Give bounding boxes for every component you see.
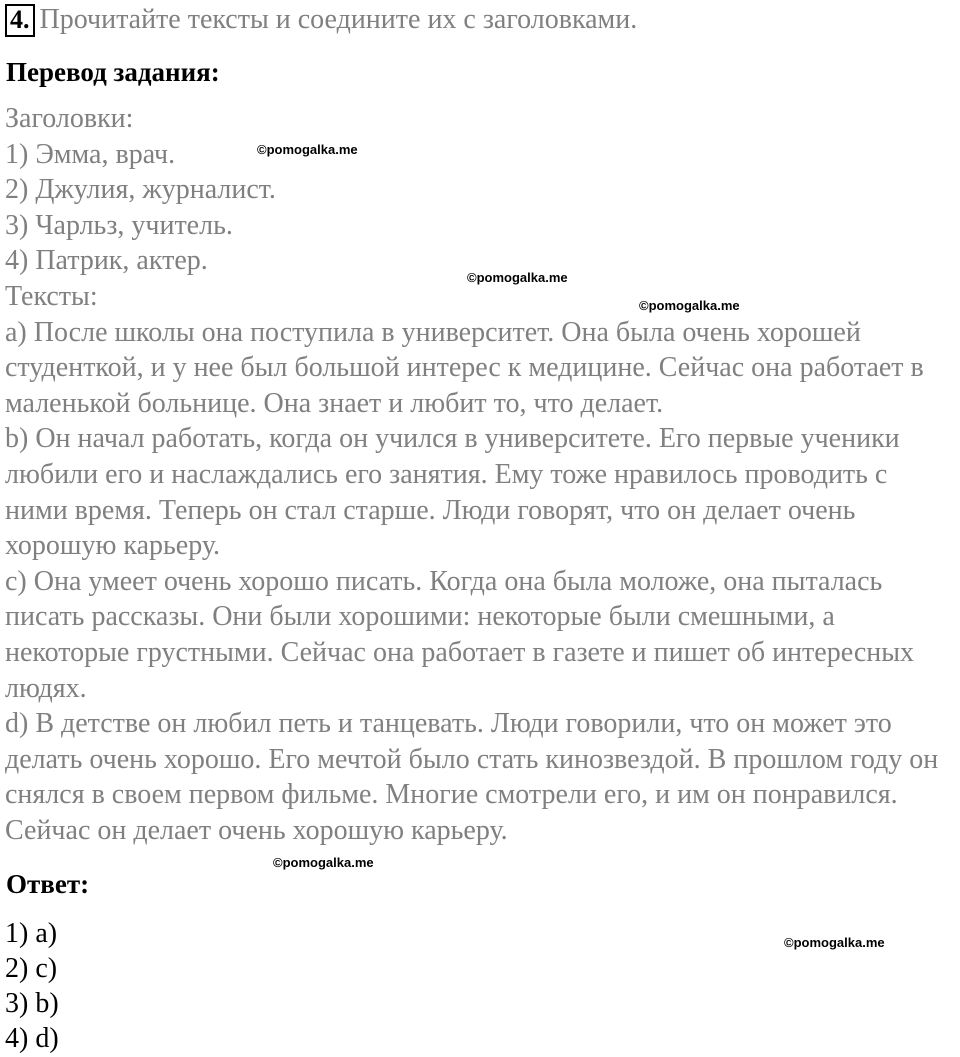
watermark: ©pomogalka.me: [784, 935, 885, 950]
task-number: 4.: [5, 4, 35, 37]
task-instruction: Прочитайте тексты и соедините их с заголовками.: [39, 4, 638, 35]
watermark: ©pomogalka.me: [257, 142, 358, 157]
title-item-4: 4) Патрик, актер.: [5, 245, 208, 277]
texts-label: Тексты:: [5, 280, 98, 312]
translation-body: [5, 101, 957, 848]
text-a: a) После школы она поступила в университет. Она была очень хорошей студенткой, и у нее был большой интерес к медицине. Сейчас она работает в маленькой больнице. Она знает и любит то, что делает.: [5, 316, 924, 419]
watermark: ©pomogalka.me: [467, 270, 568, 285]
text-b: b) Он начал работать, когда он учился в университете. Его первые ученики любили его и наслаждались его занятия. Ему тоже нравилось проводить с ними время. Теперь он стал старше. Люди говорят, что он делает очень хорошую карьеру.: [5, 423, 900, 562]
answer-item-2: 2) c): [5, 953, 58, 984]
text-c: c) Она умеет очень хорошо писать. Когда она была моложе, она пыталась писать рассказы. Они были хорошими: некоторые были смешными, а некоторые грустными. Сейчас она работает в газете и пишет об интересных людях.: [5, 565, 915, 704]
translation-heading: Перевод задания:: [6, 57, 220, 87]
title-item-3: 3) Чарльз, учитель.: [5, 209, 233, 241]
watermark: ©pomogalka.me: [639, 298, 740, 313]
titles-label: Заголовки:: [5, 103, 134, 134]
title-item-2: 2) Джулия, журналист.: [5, 174, 276, 206]
answer-item-1: 1) a): [5, 918, 58, 949]
answer-item-4: 4) d): [5, 1023, 59, 1054]
watermark: ©pomogalka.me: [273, 855, 374, 870]
text-d: d) В детстве он любил петь и танцевать. Люди говорили, что он может это делать очень хорошо. Его мечтой было стать кинозвездой. В прошлом году он снялся в своем первом фильме. Многие смотрели его, и им он понравился. Сейчас он делает очень хорошую карьеру.: [5, 708, 939, 846]
title-item-1: 1) Эмма, врач.: [5, 138, 176, 170]
answer-heading: Ответ:: [6, 869, 90, 899]
answer-list: [5, 916, 59, 1056]
answer-item-3: 3) b): [5, 988, 59, 1019]
task-header: [5, 3, 637, 37]
